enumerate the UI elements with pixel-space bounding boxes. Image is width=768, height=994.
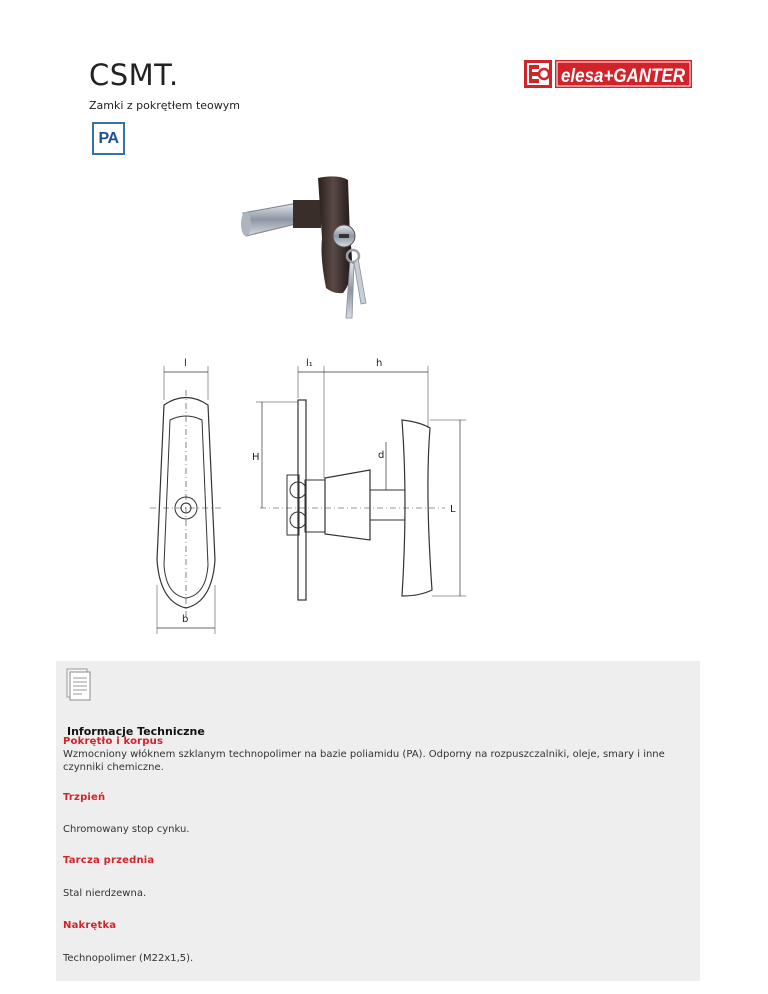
front-view bbox=[150, 366, 222, 634]
material-badge-label: PA bbox=[98, 129, 119, 147]
dim-label-L: L bbox=[450, 504, 456, 515]
dim-label-l: l bbox=[184, 358, 187, 369]
document-icon bbox=[64, 667, 92, 701]
elesa-ganter-logo bbox=[524, 59, 692, 89]
side-view bbox=[256, 366, 466, 600]
section-text-front-plate: Stal nierdzewna. bbox=[63, 888, 147, 899]
dim-label-b: b bbox=[182, 614, 189, 625]
dim-label-h: h bbox=[376, 358, 383, 369]
material-badge bbox=[92, 122, 125, 155]
section-title-front-plate: Tarcza przednia bbox=[63, 855, 155, 866]
dim-label-d: d bbox=[378, 450, 385, 461]
technical-info-panel bbox=[56, 661, 700, 981]
dim-label-l1: l₁ bbox=[306, 358, 313, 369]
dim-label-H: H bbox=[252, 452, 260, 463]
section-text-spindle: Chromowany stop cynku. bbox=[63, 824, 190, 835]
page-subtitle: Zamki z pokrętłem teowym bbox=[89, 99, 241, 112]
section-title-handle-body: Pokrętło i korpus bbox=[63, 736, 164, 747]
product-photo bbox=[238, 168, 388, 333]
section-title-spindle: Trzpień bbox=[63, 792, 106, 803]
technical-info-heading: Informacje Techniczne bbox=[67, 725, 205, 738]
technical-drawing bbox=[140, 350, 480, 640]
section-text-nut: Technopolimer (M22x1,5). bbox=[63, 953, 194, 964]
logo-text: elesa+GANTER bbox=[561, 66, 686, 87]
section-title-nut: Nakrętka bbox=[63, 920, 117, 931]
page-title: CSMT. bbox=[89, 58, 179, 92]
section-text-handle-body: Wzmocniony włóknem szklanym technopolimer na bazie poliamidu (PA). Odporny na rozpuszczalniki, oleje, smary i inne czynniki chemiczne. bbox=[63, 749, 665, 773]
